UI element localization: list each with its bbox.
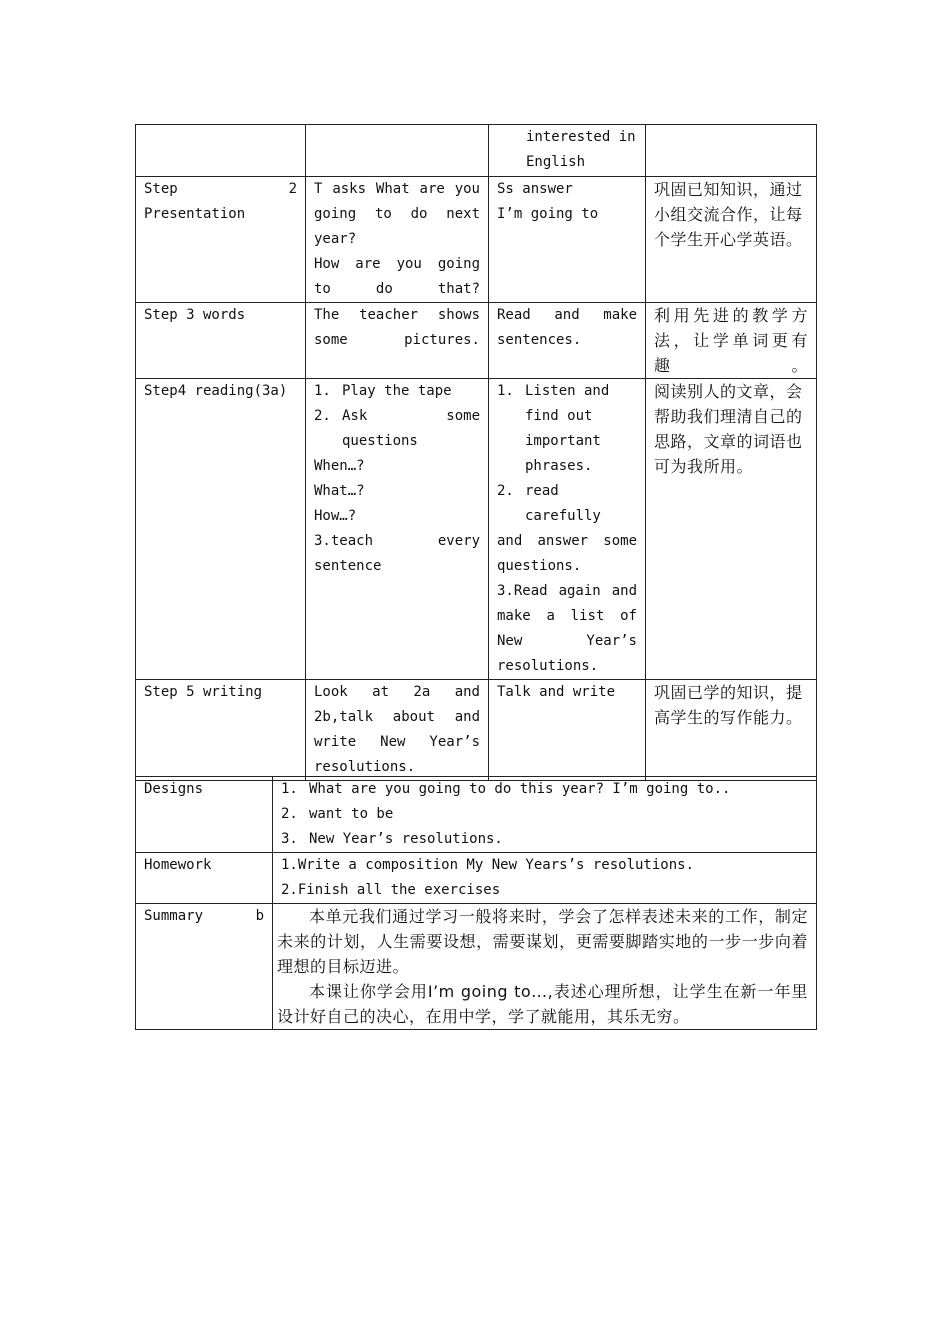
list-item bbox=[314, 379, 480, 404]
list-text: Play the tape bbox=[342, 383, 452, 399]
list-number: 1. bbox=[497, 383, 514, 399]
list-number: 3. bbox=[281, 831, 298, 847]
summary-label bbox=[136, 904, 273, 1030]
step-cell bbox=[136, 177, 306, 303]
list-text: want to be bbox=[309, 806, 394, 822]
teacher-line: How…? bbox=[314, 508, 357, 524]
list-text: What are you going to do this year? I’m going to.. bbox=[309, 781, 731, 797]
list-item bbox=[281, 777, 808, 802]
teacher-activity-cell: The teacher shows some pictures. bbox=[306, 303, 489, 379]
list-item bbox=[497, 479, 637, 529]
student-line: 3.Read again and make a list of New Year’s resolutions. bbox=[497, 583, 637, 674]
teacher-activity-cell bbox=[306, 379, 489, 680]
table-row bbox=[136, 680, 817, 781]
list-number: 2. bbox=[281, 806, 298, 822]
list-item bbox=[497, 379, 637, 479]
student-line: and answer some questions. bbox=[497, 533, 637, 574]
summary-cell bbox=[273, 904, 817, 1030]
homework-cell bbox=[273, 853, 817, 904]
student-line: Ss answer bbox=[497, 181, 573, 197]
list-item bbox=[314, 404, 480, 454]
purpose-cell: 巩固已学的知识，提高学生的写作能力。 bbox=[646, 680, 817, 781]
summary-label-mark: b bbox=[255, 908, 264, 924]
table-row bbox=[136, 379, 817, 680]
homework-label: Homework bbox=[136, 853, 273, 904]
teacher-line: What…? bbox=[314, 483, 365, 499]
list-number: 1. bbox=[281, 781, 298, 797]
teacher-activity-cell: Look at 2a and 2b,talk about and write New Year’s resolutions. bbox=[306, 680, 489, 781]
table-row bbox=[136, 904, 817, 1030]
teacher-activity-cell bbox=[306, 125, 489, 177]
designs-label: Designs bbox=[136, 777, 273, 853]
list-item bbox=[281, 802, 808, 827]
step-name: Presentation bbox=[144, 206, 246, 222]
table-row bbox=[136, 303, 817, 379]
teacher-text: T asks What are you going to do next year? bbox=[314, 181, 480, 247]
step-cell: Step 5 writing bbox=[136, 680, 306, 781]
student-line: English bbox=[526, 154, 586, 170]
student-activity-cell bbox=[489, 379, 646, 680]
homework-line: 2.Finish all the exercises bbox=[281, 882, 501, 898]
homework-line: 1.Write a composition My New Years’s resolutions. bbox=[281, 857, 695, 873]
summary-label-text: Summary bbox=[144, 908, 204, 924]
summary-paragraph: 本课让你学会用I’m going to…,表述心理所想，让学生在新一年里设计好自己的决心，在用中学，学了就能用，其乐无穷。 bbox=[277, 982, 808, 1026]
student-line: interested in bbox=[526, 129, 636, 145]
purpose-cell bbox=[646, 125, 817, 177]
teacher-text: How are you going to do that? bbox=[314, 256, 480, 297]
teacher-line: 3.teach every sentence bbox=[314, 533, 480, 574]
student-activity-cell: Read and make sentences. bbox=[489, 303, 646, 379]
summary-table bbox=[135, 776, 817, 1030]
step-number: 2 bbox=[288, 181, 297, 197]
teacher-activity-cell bbox=[306, 177, 489, 303]
lesson-steps-table bbox=[135, 124, 817, 781]
list-number: 2. bbox=[497, 483, 514, 499]
step-cell: Step4 reading(3a) bbox=[136, 379, 306, 680]
designs-cell bbox=[273, 777, 817, 853]
purpose-cell: 巩固已知知识，通过小组交流合作，让每个学生开心学英语。 bbox=[646, 177, 817, 303]
table-row bbox=[136, 853, 817, 904]
step-cell: Step 3 words bbox=[136, 303, 306, 379]
step-cell bbox=[136, 125, 306, 177]
list-text: Ask some questions bbox=[342, 408, 480, 449]
table-row bbox=[136, 125, 817, 177]
student-activity-cell bbox=[489, 125, 646, 177]
list-text: Listen and find out important phrases. bbox=[525, 383, 610, 474]
purpose-cell: 阅读别人的文章，会帮助我们理清自己的思路，文章的词语也可为我所用。 bbox=[646, 379, 817, 680]
step-label: Step bbox=[144, 181, 178, 197]
student-activity-cell: Talk and write bbox=[489, 680, 646, 781]
list-text: read carefully bbox=[525, 483, 601, 524]
teacher-line: When…? bbox=[314, 458, 365, 474]
student-line: I’m going to bbox=[497, 206, 599, 222]
list-item bbox=[281, 827, 808, 852]
summary-paragraph: 本单元我们通过学习一般将来时，学会了怎样表述未来的工作，制定未来的计划，人生需要设想，需要谋划，更需要脚踏实地的一步一步向着理想的目标迈进。 bbox=[277, 907, 808, 976]
list-number: 1. bbox=[314, 383, 331, 399]
purpose-cell: 利用先进的教学方法，让学单词更有趣。 bbox=[646, 303, 817, 379]
list-text: New Year’s resolutions. bbox=[309, 831, 503, 847]
table-row bbox=[136, 777, 817, 853]
list-number: 2. bbox=[314, 408, 331, 424]
table-row bbox=[136, 177, 817, 303]
student-activity-cell bbox=[489, 177, 646, 303]
